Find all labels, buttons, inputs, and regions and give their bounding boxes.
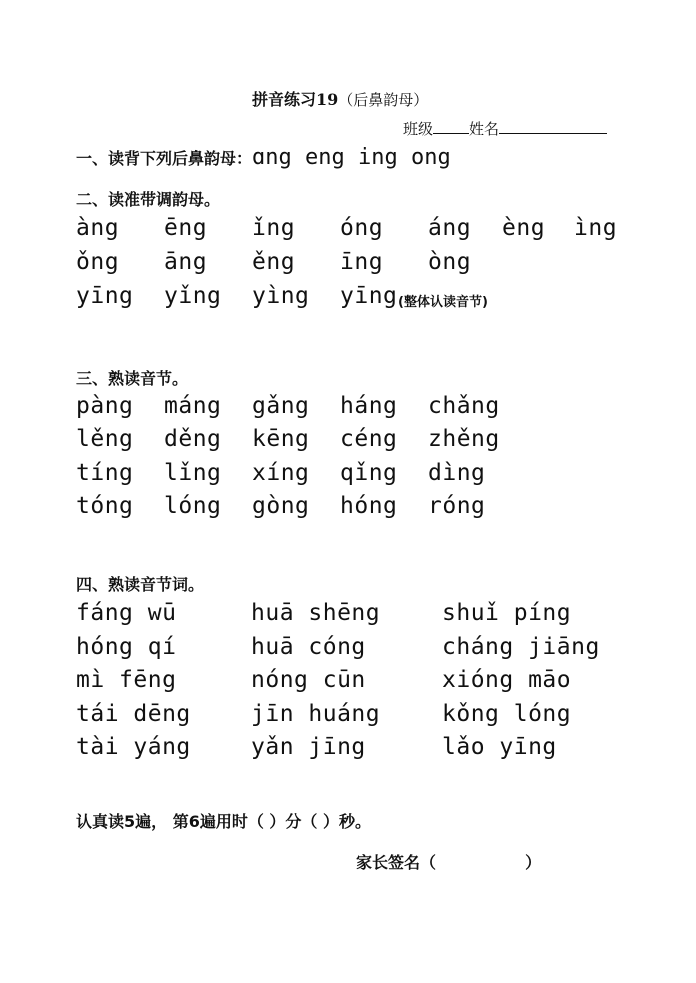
syllable-row: [0, 393, 696, 423]
student-info: [403, 118, 607, 139]
syllable-cell: lǐng: [164, 460, 222, 486]
word-cell: fáng wū: [76, 600, 177, 626]
section-2-heading: 二、读准带调韵母。: [76, 190, 221, 209]
word-cell: lǎo yīng: [442, 734, 557, 760]
pinyin-cell: òng: [428, 249, 472, 275]
pinyin-cell: ǒng: [76, 249, 120, 275]
word-cell: cháng jiāng: [442, 634, 600, 660]
syllable-cell: lěng: [76, 426, 134, 452]
title-subtitle: （后鼻韵母）: [338, 91, 429, 109]
syllable-cell: gǎng: [252, 393, 310, 419]
word-cell: huā cóng: [251, 634, 366, 660]
syllable-cell: tíng: [76, 460, 134, 486]
word-cell: shuǐ píng: [442, 600, 572, 626]
syllable-cell: pàng: [76, 393, 134, 419]
reading-instruction: 认真读5遍， 第6遍用时（ ）分（ ）秒。: [76, 812, 371, 831]
syllable-cell: lóng: [164, 493, 222, 519]
word-cell: yǎn jīng: [251, 734, 366, 760]
section-4-heading: 四、熟读音节词。: [76, 575, 205, 594]
pinyin-cell: èng: [502, 215, 546, 241]
word-cell: xióng māo: [442, 667, 572, 693]
section-3-heading: 三、熟读音节。: [76, 369, 189, 388]
tone-row: [0, 249, 696, 279]
tone-row: [0, 215, 696, 245]
name-label: 姓名: [469, 120, 500, 138]
syllable-row: [0, 493, 696, 523]
syllable-row: [0, 426, 696, 456]
pinyin-cell: īng: [340, 249, 384, 275]
word-row: [0, 600, 696, 630]
word-cell: nóng cūn: [251, 667, 366, 693]
section-1-finals: ɑng eng ing ong: [252, 145, 451, 170]
syllable-cell: róng: [428, 493, 486, 519]
pinyin-cell: ěng: [252, 249, 296, 275]
syllable-cell: gòng: [252, 493, 310, 519]
name-blank[interactable]: [499, 118, 607, 134]
word-row: [0, 634, 696, 664]
syllable-cell: háng: [340, 393, 398, 419]
syllable-cell: xíng: [252, 460, 310, 486]
syllable-cell: máng: [164, 393, 222, 419]
word-cell: jīn huáng: [251, 701, 381, 727]
word-cell: mì fēng: [76, 667, 177, 693]
tone-row: [0, 283, 696, 313]
parent-signature: 家长签名（ ）: [356, 853, 542, 872]
word-row: [0, 734, 696, 764]
syllable-cell: hóng: [340, 493, 398, 519]
pinyin-cell: ēng: [164, 215, 208, 241]
word-row: [0, 667, 696, 697]
whole-syllable-note: (整体认读音节): [398, 295, 488, 310]
word-cell: kǒng lóng: [442, 701, 572, 727]
title-main: 拼音练习19: [252, 90, 339, 109]
syllable-cell: qǐng: [340, 460, 398, 486]
word-row: [0, 701, 696, 731]
pinyin-cell: ìng: [574, 215, 618, 241]
section-1-heading: 一、读背下列后鼻韵母：: [76, 149, 253, 168]
pinyin-cell: ǐng: [252, 215, 296, 241]
syllable-cell: dìng: [428, 460, 486, 486]
word-cell: hóng qí: [76, 634, 177, 660]
pinyin-cell: yīng: [76, 283, 134, 309]
pinyin-cell: yīng: [340, 283, 398, 309]
syllable-cell: tóng: [76, 493, 134, 519]
class-blank[interactable]: [433, 118, 469, 134]
syllable-cell: zhěng: [428, 426, 500, 452]
syllable-cell: céng: [340, 426, 398, 452]
pinyin-cell: áng: [428, 215, 472, 241]
word-cell: tái dēng: [76, 701, 191, 727]
pinyin-cell: àng: [76, 215, 120, 241]
syllable-cell: kēng: [252, 426, 310, 452]
syllable-row: [0, 460, 696, 490]
pinyin-cell: óng: [340, 215, 384, 241]
section-1: [76, 145, 451, 170]
class-label: 班级: [403, 120, 434, 138]
pinyin-cell: yìng: [252, 283, 310, 309]
pinyin-cell: āng: [164, 249, 208, 275]
word-cell: huā shēng: [251, 600, 381, 626]
word-cell: tài yáng: [76, 734, 191, 760]
syllable-cell: děng: [164, 426, 222, 452]
pinyin-cell: yǐng: [164, 283, 222, 309]
syllable-cell: chǎng: [428, 393, 500, 419]
worksheet-title: [252, 87, 428, 110]
